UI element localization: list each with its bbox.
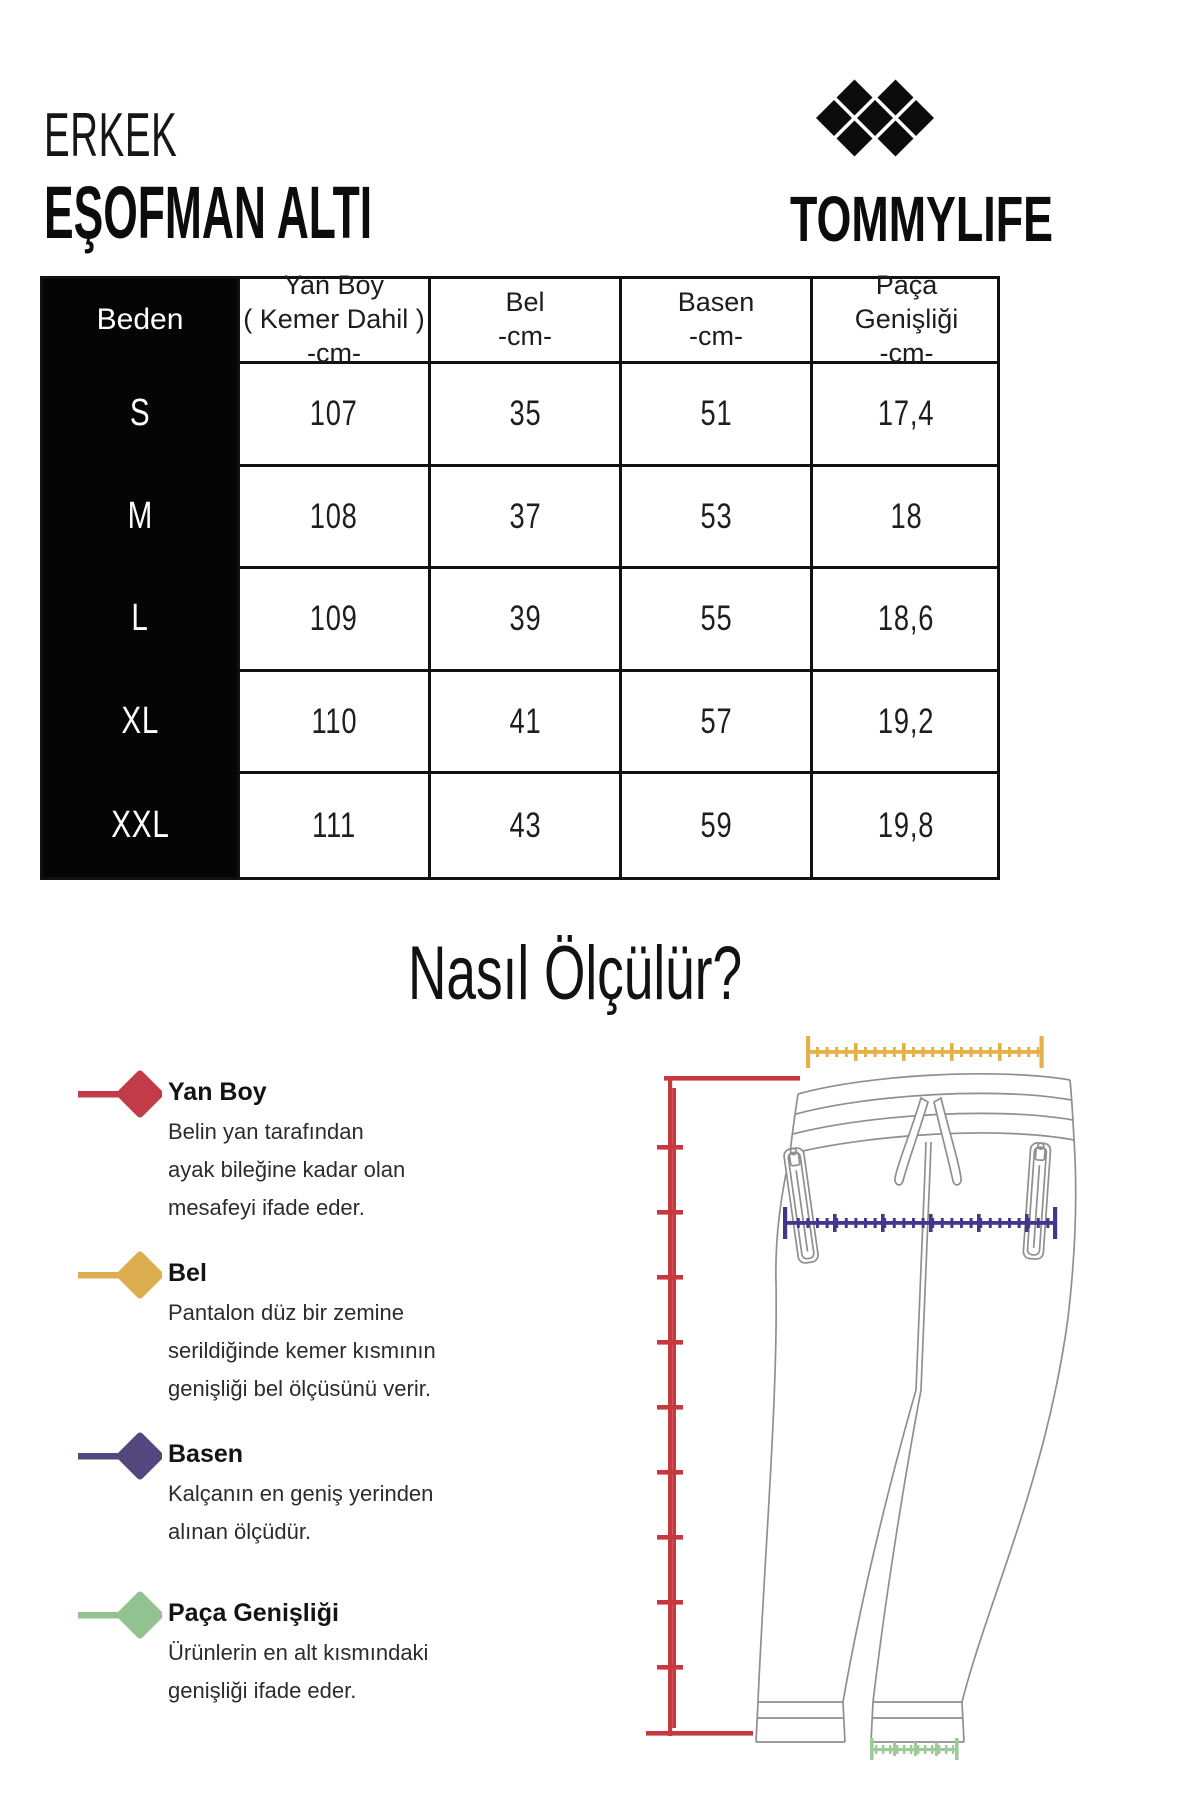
table-cell: 39 <box>431 569 622 672</box>
bel-diamond-marker-icon <box>78 1251 162 1299</box>
legend-item-paca-genisligi <box>78 1599 518 1710</box>
corner-label: Beden <box>96 303 184 337</box>
how-to-measure-title: Nasıl Ölçülür? <box>407 931 743 1016</box>
table-cell: 43 <box>431 774 622 877</box>
drawstring-right <box>934 1098 961 1185</box>
legend-description: alınan ölçüdür. <box>168 1519 312 1544</box>
table-cell: 107 <box>240 364 431 467</box>
table-cell: 57 <box>622 672 813 775</box>
legend-item-bel <box>78 1259 518 1408</box>
table-cell: 17,4 <box>813 364 1000 467</box>
pants-measurement-diagram <box>560 930 1200 1800</box>
legend-description: serildiğinde kemer kısmının <box>168 1338 436 1363</box>
yan-boy-ruler <box>646 1076 800 1736</box>
pants-outline <box>756 1074 1076 1742</box>
tommylife-diamonds-icon <box>812 76 938 160</box>
table-cell: 19,2 <box>813 672 1000 775</box>
table-cell: 108 <box>240 467 431 570</box>
legend-description: Kalçanın en geniş yerinden <box>168 1481 434 1506</box>
column-header-yan-boy: Yan Boy ( Kemer Dahil ) -cm- <box>240 279 431 364</box>
legend-description: genişliği ifade eder. <box>168 1678 357 1703</box>
size-row-label: XL <box>43 672 240 775</box>
size-row-label: S <box>43 364 240 467</box>
legend-item-yan-boy <box>78 1078 518 1227</box>
table-cell: 53 <box>622 467 813 570</box>
legend-description: Pantalon düz bir zemine <box>168 1300 405 1325</box>
legend-item-basen <box>78 1440 518 1551</box>
legend-description: mesafeyi ifade eder. <box>168 1195 365 1220</box>
basen-ruler <box>783 1207 1057 1239</box>
legend-label: Yan Boy <box>168 1078 267 1106</box>
bel-ruler <box>806 1036 1044 1068</box>
table-cell: 18,6 <box>813 569 1000 672</box>
table-cell: 37 <box>431 467 622 570</box>
size-table <box>40 270 1000 880</box>
table-cell: 110 <box>240 672 431 775</box>
table-cell: 55 <box>622 569 813 672</box>
brand-logo <box>812 76 938 160</box>
table-cell: 41 <box>431 672 622 775</box>
basen-diamond-marker-icon <box>78 1432 162 1480</box>
table-cell: 51 <box>622 364 813 467</box>
legend-description: Ürünlerin en alt kısmındaki <box>168 1640 429 1665</box>
zip-pocket-left <box>783 1147 819 1264</box>
brand-name: TOMMYLIFE <box>790 183 1053 255</box>
legend-description: Belin yan tarafından <box>168 1119 364 1144</box>
legend-label: Bel <box>168 1259 207 1287</box>
paca-genisligi-diamond-marker-icon <box>78 1591 162 1639</box>
table-cell: 18 <box>813 467 1000 570</box>
legend-label: Paça Genişliği <box>168 1599 339 1627</box>
table-cell: 19,8 <box>878 805 935 845</box>
measurement-legend <box>78 1078 518 1742</box>
legend-description: ayak bileğine kadar olan <box>168 1157 406 1182</box>
zip-pocket-right <box>1023 1142 1051 1259</box>
table-cell: 59 <box>622 774 813 877</box>
drawstring-left <box>895 1098 928 1185</box>
yan-boy-diamond-marker-icon <box>78 1070 162 1118</box>
size-row-label: M <box>43 467 240 570</box>
size-row-label: XXL <box>43 774 240 877</box>
table-cell: 35 <box>431 364 622 467</box>
size-row-label: L <box>43 569 240 672</box>
product-category-title: ERKEK <box>44 101 178 170</box>
column-header-paca-genisligi: Paça Genişliği -cm- <box>813 279 1000 364</box>
table-corner-header <box>43 279 240 364</box>
table-cell: 111 <box>240 774 431 877</box>
column-header-basen: Basen -cm- <box>622 279 813 364</box>
column-header-bel: Bel -cm- <box>431 279 622 364</box>
legend-description: genişliği bel ölçüsünü verir. <box>168 1376 431 1401</box>
table-cell: 109 <box>240 569 431 672</box>
legend-label: Basen <box>168 1440 244 1468</box>
product-type-title: EŞOFMAN ALTI <box>44 171 373 254</box>
